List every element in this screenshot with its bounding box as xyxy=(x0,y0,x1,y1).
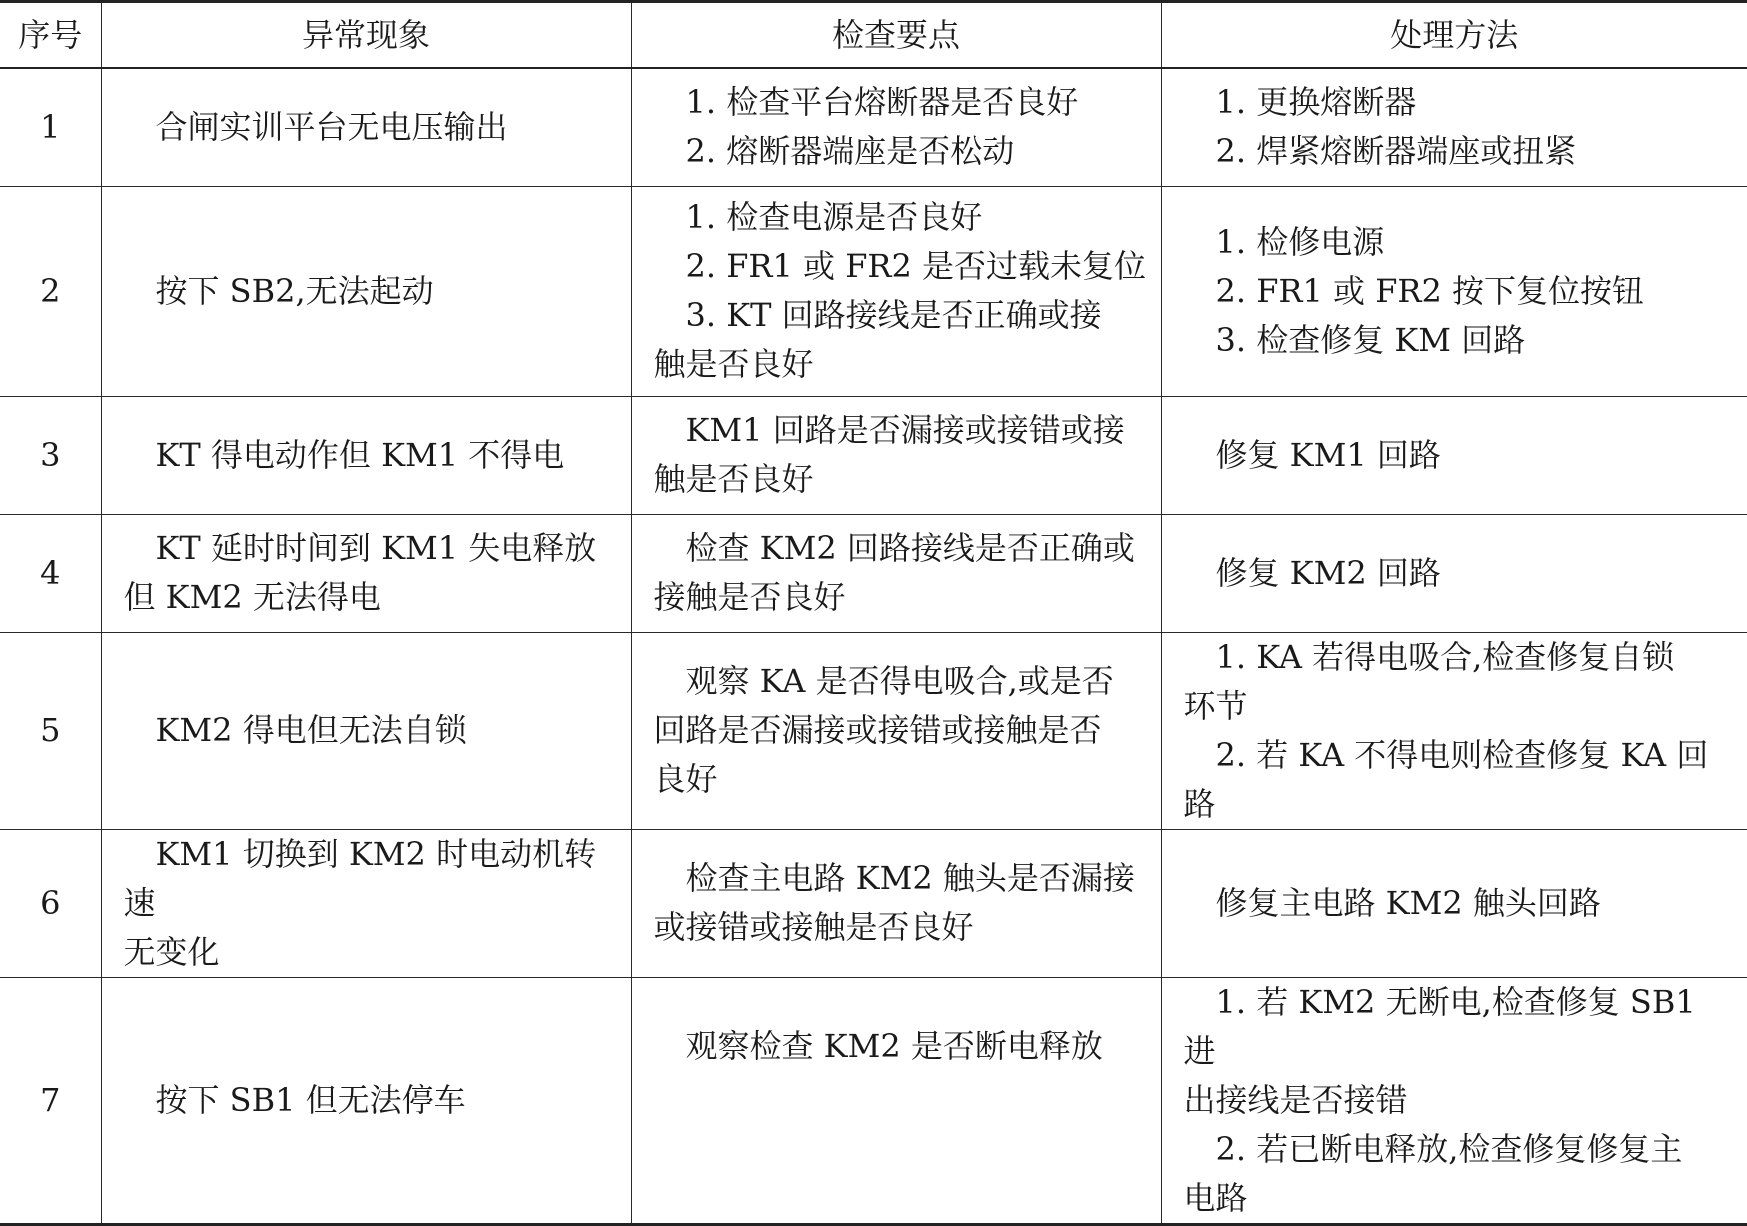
cell-line: 无变化 xyxy=(123,932,220,971)
cell-line: 1. 检修电源 xyxy=(1215,222,1385,261)
row-number: 4 xyxy=(0,514,101,632)
cell-line: KM1 回路是否漏接或接错或接 xyxy=(685,411,1125,449)
check-cell xyxy=(631,829,1161,977)
check-cell xyxy=(631,186,1161,396)
cell-line: 2. 若已断电释放,检查修复修复主 xyxy=(1215,1129,1683,1168)
cell-line: 回路是否漏接或接错或接触是否 xyxy=(653,711,1102,749)
table-row xyxy=(0,68,1747,186)
cell-line: 3. KT 回路接线是否正确或接 xyxy=(685,296,1102,334)
check-cell xyxy=(631,632,1161,829)
method-cell xyxy=(1161,396,1747,514)
cell-line: 1. 检查平台熔断器是否良好 xyxy=(685,83,1079,122)
cell-line: KM1 切换到 KM2 时电动机转速 xyxy=(123,834,597,922)
cell-line: 2. FR1 或 FR2 按下复位按钮 xyxy=(1215,271,1645,310)
cell-line: 接触是否良好 xyxy=(653,578,846,616)
table-row xyxy=(0,514,1747,632)
cell-line: 按下 SB1 但无法停车 xyxy=(155,1080,466,1119)
cell-line: 1. 更换熔断器 xyxy=(1215,83,1417,122)
cell-line: 触是否良好 xyxy=(653,460,814,498)
phenomenon-cell xyxy=(101,514,631,632)
cell-line: 合闸实训平台无电压输出 xyxy=(155,107,508,146)
method-cell xyxy=(1161,977,1747,1224)
row-number: 3 xyxy=(0,396,101,514)
cell-line: 2. 若 KA 不得电则检查修复 KA 回路 xyxy=(1183,735,1709,823)
header-check: 检查要点 xyxy=(631,2,1161,69)
cell-line: 1. 检查电源是否良好 xyxy=(685,198,983,236)
table-header-row xyxy=(0,2,1747,69)
method-cell xyxy=(1161,68,1747,186)
row-number: 2 xyxy=(0,186,101,396)
cell-line: 3. 检查修复 KM 回路 xyxy=(1215,320,1526,359)
cell-line: KM2 得电但无法自锁 xyxy=(155,711,467,749)
method-cell xyxy=(1161,514,1747,632)
phenomenon-cell xyxy=(101,632,631,829)
cell-line: 修复 KM1 回路 xyxy=(1215,435,1441,474)
phenomenon-cell xyxy=(101,396,631,514)
cell-line: 检查 KM2 回路接线是否正确或 xyxy=(685,529,1135,567)
cell-line: 观察 KA 是否得电吸合,或是否 xyxy=(685,662,1114,700)
cell-line: 或接错或接触是否良好 xyxy=(653,908,974,946)
cell-line: 环节 xyxy=(1183,686,1248,725)
method-cell xyxy=(1161,186,1747,396)
cell-line: 触是否良好 xyxy=(653,345,814,383)
cell-line: 2. 焊紧熔断器端座或扭紧 xyxy=(1215,132,1577,171)
method-cell xyxy=(1161,632,1747,829)
cell-line: 1. 若 KM2 无断电,检查修复 SB1 进 xyxy=(1183,982,1696,1070)
row-number: 6 xyxy=(0,829,101,977)
cell-line: 修复 KM2 回路 xyxy=(1215,553,1441,592)
check-cell xyxy=(631,977,1161,1224)
row-number: 7 xyxy=(0,977,101,1224)
cell-line: 1. KA 若得电吸合,检查修复自锁 xyxy=(1215,637,1675,676)
check-cell xyxy=(631,396,1161,514)
cell-line: 修复主电路 KM2 触头回路 xyxy=(1215,883,1601,922)
phenomenon-cell xyxy=(101,68,631,186)
check-cell xyxy=(631,514,1161,632)
header-phenomenon: 异常现象 xyxy=(101,2,631,69)
row-number: 1 xyxy=(0,68,101,186)
table-row xyxy=(0,396,1747,514)
table-row xyxy=(0,186,1747,396)
cell-line: 但 KM2 无法得电 xyxy=(123,578,381,616)
cell-line: 2. 熔断器端座是否松动 xyxy=(685,132,1015,171)
table-row xyxy=(0,632,1747,829)
phenomenon-cell xyxy=(101,829,631,977)
table-row xyxy=(0,977,1747,1224)
method-cell xyxy=(1161,829,1747,977)
cell-line: 出接线是否接错 xyxy=(1183,1080,1408,1119)
header-no: 序号 xyxy=(0,2,101,69)
phenomenon-cell xyxy=(101,977,631,1224)
table-row xyxy=(0,829,1747,977)
cell-line: KT 得电动作但 KM1 不得电 xyxy=(155,435,565,474)
cell-line: 按下 SB2,无法起动 xyxy=(155,271,434,310)
cell-line: KT 延时时间到 KM1 失电释放 xyxy=(155,529,597,567)
cell-line: 电路 xyxy=(1183,1178,1248,1217)
cell-line: 检查主电路 KM2 触头是否漏接 xyxy=(685,859,1135,897)
row-number: 5 xyxy=(0,632,101,829)
cell-line: 良好 xyxy=(653,760,718,798)
phenomenon-cell xyxy=(101,186,631,396)
cell-line: 观察检查 KM2 是否断电释放 xyxy=(685,1026,1103,1065)
header-method: 处理方法 xyxy=(1161,2,1747,69)
check-cell xyxy=(631,68,1161,186)
cell-line: 2. FR1 或 FR2 是否过载未复位 xyxy=(685,247,1147,285)
